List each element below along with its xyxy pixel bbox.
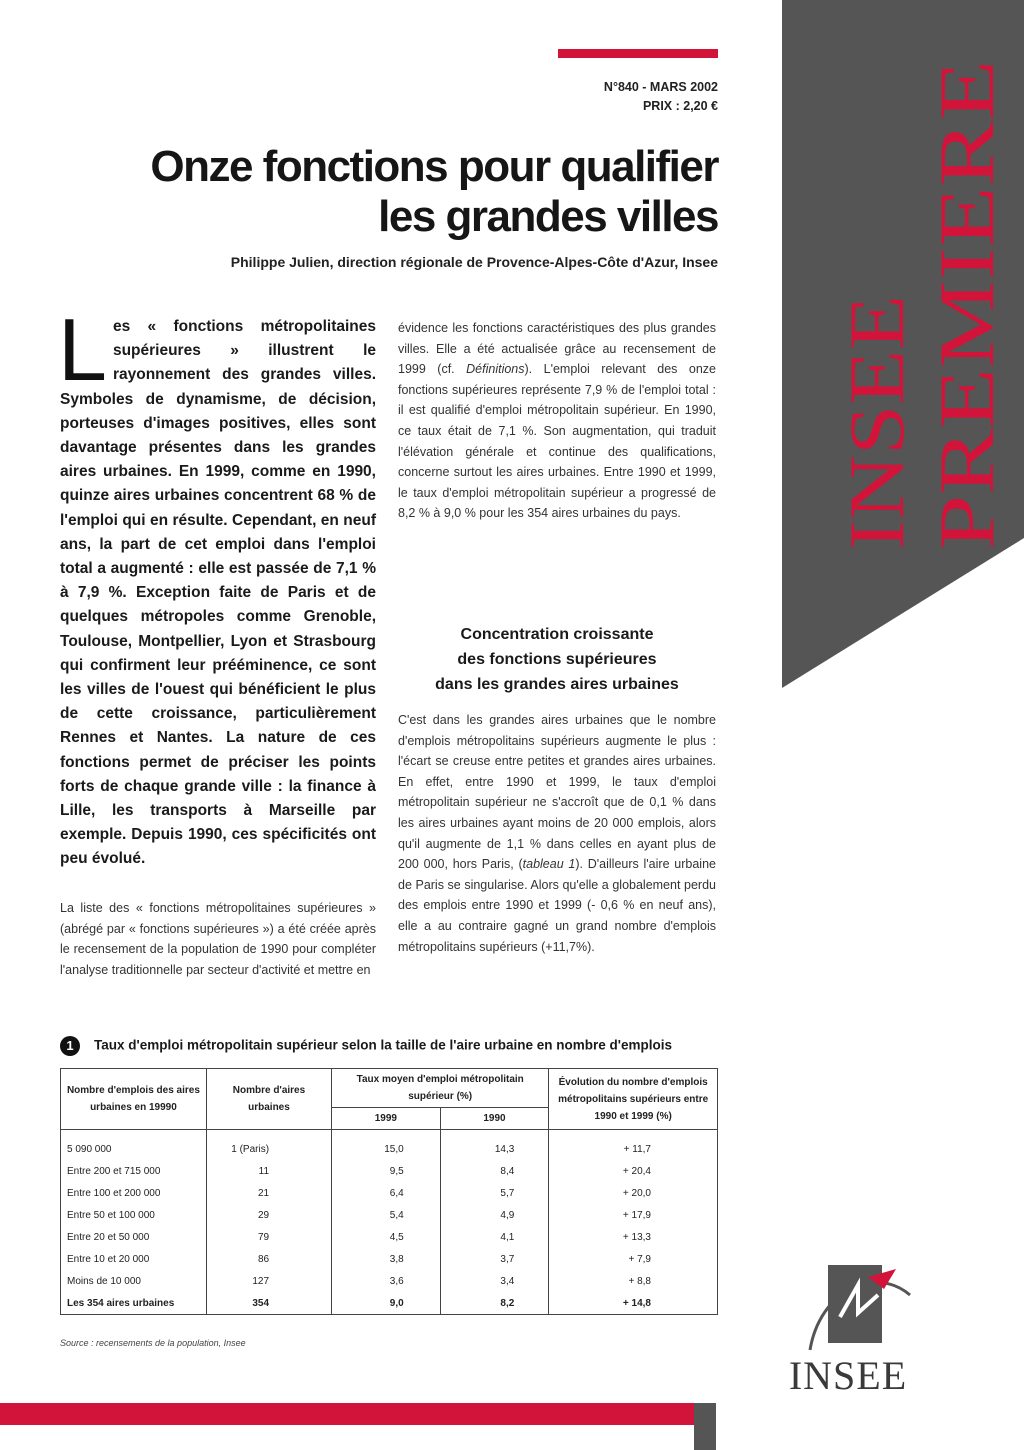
table-total-row xyxy=(61,1292,718,1315)
issue-info xyxy=(604,78,718,116)
issue-number: N°840 - MARS 2002 xyxy=(603,80,718,94)
section-text-a: C'est dans les grandes aires urbaines que le nombre d'emplois métropolitains supérieurs augmente le plus : l'écart se creuse entre petites et grandes aires urbaines. En effet, entre 1990 et 1999, le taux d'emploi métropolitain supérieur ne s'accroît que de 0,1 % dans les aires urbaines ayant moins de 20 000 emplois, alors qu'il augmente de 1,1 % dans celles en ayant plus de 200 000, hors Paris, ( xyxy=(398,713,716,872)
cell-count: 29 xyxy=(206,1204,331,1226)
cell-evolution: + 14,8 xyxy=(549,1292,718,1315)
cell-rate-1990: 3,7 xyxy=(440,1248,549,1270)
intro-paragraph: La liste des « fonctions métropolitaines supérieures » (abrégé par « fonctions supérieures ») a été créée après le recensement de la population de 1990 pour compléter l'analyse traditionnelle par secteur d'activité et mettre en xyxy=(60,901,376,977)
table-number-badge: 1 xyxy=(60,1036,80,1056)
cell-evolution: + 17,9 xyxy=(549,1204,718,1226)
cell-size: Moins de 10 000 xyxy=(61,1270,207,1292)
cell-count: 79 xyxy=(206,1226,331,1248)
cell-evolution: + 20,0 xyxy=(549,1182,718,1204)
top-accent-rule xyxy=(558,49,718,58)
cell-size: 5 090 000 xyxy=(61,1130,207,1161)
header-1999: 1999 xyxy=(332,1108,441,1130)
table-caption xyxy=(60,1036,740,1056)
author-line: Philippe Julien, direction régionale de Provence-Alpes-Côte d'Azur, Insee xyxy=(230,254,718,270)
section-heading-line-1: Concentration croissante xyxy=(460,626,654,643)
table-row xyxy=(61,1182,718,1204)
cell-rate-1990: 14,3 xyxy=(440,1130,549,1161)
title-line-1: Onze fonctions pour qualifier xyxy=(150,142,718,191)
header-taux-moyen: Taux moyen d'emploi métropolitain supérieur (%) xyxy=(332,1069,549,1108)
cell-rate-1990: 3,4 xyxy=(440,1270,549,1292)
page-title xyxy=(150,142,718,242)
table-row xyxy=(61,1160,718,1182)
header-nombre-aires: Nombre d'aires urbaines xyxy=(206,1069,331,1130)
cell-evolution: + 11,7 xyxy=(549,1130,718,1161)
table-caption-text: Taux d'emploi métropolitain supérieur selon la taille de l'aire urbaine en nombre d'emplois xyxy=(94,1037,673,1053)
cell-size: Entre 50 et 100 000 xyxy=(61,1204,207,1226)
table-row xyxy=(61,1248,718,1270)
brand-title xyxy=(833,30,1025,550)
section-text-b: ). D'ailleurs l'aire urbaine de Paris se singularise. Alors qu'elle a globalement perdu des emplois entre 1990 et 1999 (- 0,6 % en neuf ans), elle a au contraire gagné un grand nombre d'emplois métropolitains supérieurs (+11,7%). xyxy=(398,857,716,954)
cell-size: Entre 20 et 50 000 xyxy=(61,1226,207,1248)
cell-count: 86 xyxy=(206,1248,331,1270)
table-source: Source : recensements de la population, Insee xyxy=(60,1338,246,1348)
cell-rate-1999: 6,4 xyxy=(332,1182,441,1204)
cell-count: 11 xyxy=(206,1160,331,1182)
cell-rate-1990: 8,2 xyxy=(440,1292,549,1315)
definitions-reference: Définitions xyxy=(466,362,525,377)
cell-rate-1999: 5,4 xyxy=(332,1204,441,1226)
cell-size: Entre 100 et 200 000 xyxy=(61,1182,207,1204)
drop-cap: L xyxy=(58,300,107,399)
cell-evolution: + 20,4 xyxy=(549,1160,718,1182)
cell-rate-1990: 4,1 xyxy=(440,1226,549,1248)
lead-text: es « fonctions métropolitaines supérieures » illustrent le rayonnement des grandes villes. Symboles de dynamisme, de décision, porteuses d'images positives, elles sont davantage présentes dans les grandes aires urbaines. En 1999, comme en 1990, quinze aires urbaines concentrent 68 % de l'emploi qui en résulte. Cependant, en neuf ans, la part de cet emploi dans l'emploi total a augmenté : elle est passée de 7,1 % à 7,9 %. Exception faite de Paris et de quelques métropoles comme Grenoble, Toulouse, Montpellier, Lyon et Strasbourg qui confirment leur prééminence, ce sont les villes de l'ouest qui bénéficient le plus de cette croissance, particulièrement Rennes et Nantes. La nature de ces fonctions permet de préciser les points forts de chaque grande ville : la finance à Lille, les transports à Marseille par exemple. Depuis 1990, ces spécificités ont peu évolué. xyxy=(60,318,376,868)
cell-size: Les 354 aires urbaines xyxy=(61,1292,207,1315)
cell-evolution: + 8,8 xyxy=(549,1270,718,1292)
section-heading-line-3: dans les grandes aires urbaines xyxy=(435,676,679,693)
brand-line2: PREMIERE xyxy=(923,164,1010,550)
col2-text-b: ). L'emploi relevant des onze fonctions supérieures représente 7,9 % de l'emploi total : il est qualifié d'emploi métropolitain supérieur. En 1990, ce taux était de 7,1 %. Son augmentation, qui traduit l'élévation générale et continue des qualifications, concerne surtout les aires urbaines. Entre 1990 et 1999, le taux d'emploi métropolitain supérieur a progressé de 8,2 % à 9,0 % pour les 354 aires urbaines du pays. xyxy=(398,362,716,521)
column-2-paragraph xyxy=(398,318,716,524)
table-row xyxy=(61,1226,718,1248)
cell-evolution: + 13,3 xyxy=(549,1226,718,1248)
cell-rate-1990: 8,4 xyxy=(440,1160,549,1182)
cell-rate-1999: 3,8 xyxy=(332,1248,441,1270)
header-emplois: Nombre d'emplois des aires urbaines en 19990 xyxy=(61,1069,207,1130)
title-line-2: les grandes villes xyxy=(378,192,718,241)
issue-price: PRIX : 2,20 € xyxy=(642,99,718,113)
cell-rate-1999: 4,5 xyxy=(332,1226,441,1248)
cell-rate-1990: 5,7 xyxy=(440,1182,549,1204)
bottom-gray-block xyxy=(694,1403,716,1450)
table-row xyxy=(61,1270,718,1292)
cell-size: Entre 10 et 20 000 xyxy=(61,1248,207,1270)
section-paragraph xyxy=(398,710,716,957)
table-row xyxy=(61,1130,718,1161)
header-evolution: Évolution du nombre d'emplois métropolitains supérieurs entre 1990 et 1999 (%) xyxy=(549,1069,718,1130)
cell-rate-1999: 3,6 xyxy=(332,1270,441,1292)
cell-count: 21 xyxy=(206,1182,331,1204)
brand-line1: INSEE xyxy=(833,329,920,550)
cell-rate-1999: 9,5 xyxy=(332,1160,441,1182)
cell-evolution: + 7,9 xyxy=(549,1248,718,1270)
table-row xyxy=(61,1204,718,1226)
col2-text-a: évidence les fonctions caractéristiques des plus grandes villes. Elle a été actualisée grâce au recensement de 1999 (cf. xyxy=(398,321,716,377)
cell-count: 354 xyxy=(206,1292,331,1315)
cell-size: Entre 200 et 715 000 xyxy=(61,1160,207,1182)
cell-rate-1990: 4,9 xyxy=(440,1204,549,1226)
lead-paragraph xyxy=(58,300,376,872)
section-heading-line-2: des fonctions supérieures xyxy=(457,651,657,668)
logo-wordmark: INSEE xyxy=(788,1353,908,1398)
cell-count: 1 (Paris) xyxy=(206,1130,331,1161)
header-1990: 1990 xyxy=(440,1108,549,1130)
cell-rate-1999: 9,0 xyxy=(332,1292,441,1315)
cell-rate-1999: 15,0 xyxy=(332,1130,441,1161)
section-heading xyxy=(398,622,716,697)
data-table xyxy=(60,1068,718,1315)
bottom-accent-bar xyxy=(0,1403,694,1425)
table-reference: tableau 1 xyxy=(522,857,576,872)
cell-count: 127 xyxy=(206,1270,331,1292)
